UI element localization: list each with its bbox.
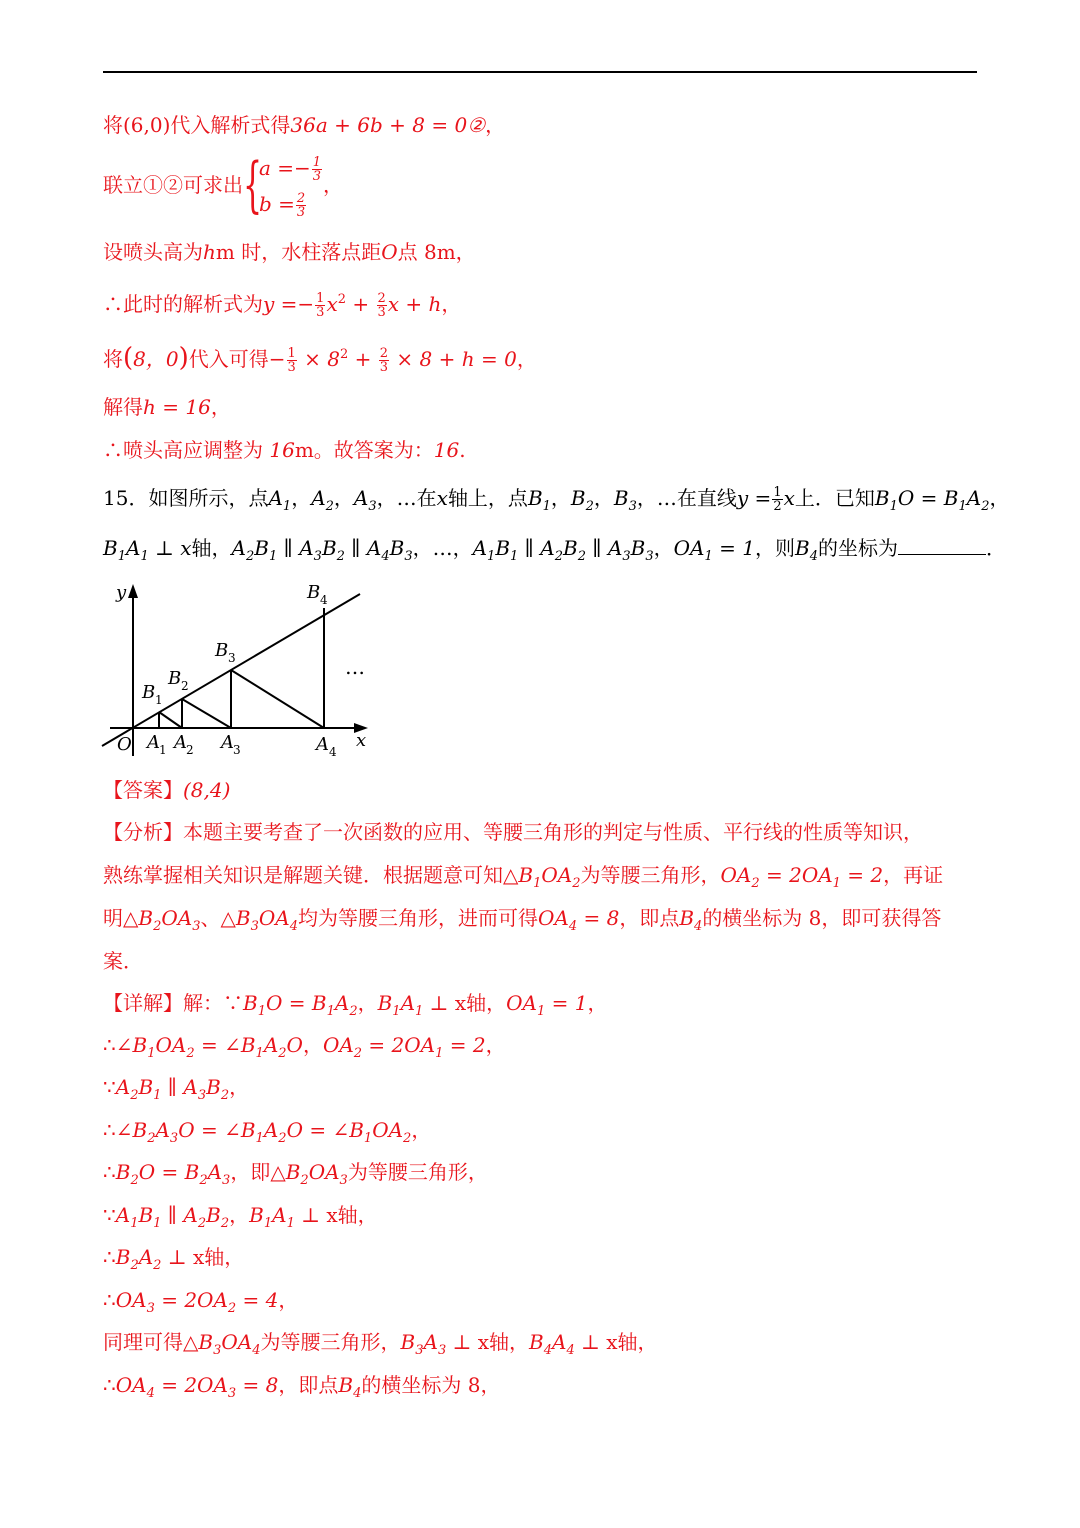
label-x: x (356, 730, 367, 751)
analysis-line-1: 【分析】本题主要考查了一次函数的应用、等腰三角形的判定与性质、平行线的性质等知识， (103, 820, 923, 844)
detail-line-2: $\therefore\angle B_1OA_2$ = $\angle B_1A_2O$，$OA_2 = 2OA_1 = 2$， (103, 1033, 506, 1061)
svg-text:2: 2 (186, 743, 194, 757)
ellipsis-icon: … (345, 655, 365, 679)
sol14-line-4: ∴此时的解析式为y =− $\frac{1}{3}$ $x^2$ + $\frac{2}{3}$ x + h， (103, 291, 462, 320)
sol14-line-3: 设喷头高为hm 时，水柱落点距O点 8m， (103, 240, 476, 264)
sol14-line-6: 解得h = 16， (103, 395, 231, 419)
geometry-figure (100, 578, 380, 760)
detail-line-6: $\because A_1B_1$ ∥ $A_2B_2$，$B_1A_1$ ⊥ x轴， (103, 1203, 378, 1231)
segment-B2A3 (182, 699, 231, 728)
answer-blank (898, 534, 986, 555)
svg-text:1: 1 (159, 743, 167, 757)
detail-line-8: $\therefore OA_3 = 2OA_2 = 4$， (103, 1288, 299, 1316)
label-B2: B (168, 668, 182, 689)
label-y: y (116, 582, 127, 603)
label-O: O (117, 734, 132, 755)
answer-tag: 【答案】 (103, 778, 183, 802)
detail-line-5: $\therefore B_2O = B_2A_3$，即$\triangle B_2OA_3$为等腰三角形， (103, 1160, 488, 1188)
q15-line-1: 15．如图所示，点$A_1$，$A_2$，$A_3$，…在x轴上，点$B_1$，$B_2$，$B_3$，…在直线y = $\frac{1}{2}$ x上．已知$B_1O = B_1A_2$， (103, 485, 1010, 514)
equation-system: { a =− $\frac{1}{3}$ b = $\frac{2}{3}$ (243, 150, 322, 220)
segment-B1A2 (159, 712, 182, 728)
analysis-line-2: 熟练掌握相关知识是解题关键．根据题意可知$\triangle B_1OA_2$为等腰三角形，$OA_2 = 2OA_1 = 2$，再证 (103, 863, 944, 891)
sol14-line-5: 将(8，0)代入可得− $\frac{1}{3}$ × $8^2$ + $\frac{2}{3}$ × 8 + h = 0， (103, 343, 537, 375)
segment-B3A4 (231, 670, 324, 728)
svg-text:1: 1 (155, 693, 163, 707)
header-rule (103, 71, 977, 73)
sol14-line-2: 联立①②可求出 { a =− $\frac{1}{3}$ b = $\frac{2}{3}$ ， (103, 150, 343, 220)
label-B4: B (307, 582, 321, 603)
left-brace-icon: { (243, 150, 263, 220)
answer-value: (8,4) (183, 778, 231, 802)
detail-line-9: 同理可得$\triangle B_3OA_4$为等腰三角形，$B_3A_3$ ⊥ x轴，$B_4A_4$ ⊥ x轴， (103, 1330, 658, 1358)
svg-text:4: 4 (320, 593, 328, 607)
detail-line-1: 【详解】解：$\because B_1O = B_1A_2$，$B_1A_1$ ⊥ x轴，$OA_1 = 1$， (103, 991, 608, 1019)
detail-line-10: $\therefore OA_4 = 2OA_3 = 8$，即点$B_4$的横坐标为 8， (103, 1373, 501, 1401)
sol14-line-7: ∴喷头高应调整为 16m。故答案为：16. (103, 438, 466, 462)
analysis-line-3: 明$\triangle B_2OA_3$、$\triangle B_3OA_4$均为等腰三角形，进而可得$OA_4 = 8$，即点$B_4$的横坐标为 8，即可获得答 (103, 906, 942, 934)
detail-line-7: $\therefore B_2A_2$ ⊥ x轴， (103, 1245, 245, 1273)
sol14-line-1: 将(6,0)代入解析式得36a + 6b + 8 = 0②， (103, 113, 506, 137)
answer-line (103, 776, 230, 804)
label-A2: A (174, 732, 187, 753)
svg-text:3: 3 (228, 651, 236, 665)
label-B1: B (142, 682, 156, 703)
detail-line-3: $\because A_2B_1$ ∥ $A_3B_2$， (103, 1075, 250, 1103)
label-B3: B (215, 640, 229, 661)
label-A1: A (147, 732, 160, 753)
detail-line-4: $\therefore\angle B_2A_3O$ = $\angle B_1A_2O$ = $\angle B_1OA_2$， (103, 1118, 432, 1146)
svg-text:4: 4 (329, 745, 337, 759)
svg-text:2: 2 (181, 679, 189, 693)
y-arrow-icon (128, 584, 138, 598)
analysis-line-4: 案． (103, 949, 143, 973)
label-A4: A (316, 734, 329, 755)
svg-text:3: 3 (233, 743, 241, 757)
label-A3: A (221, 732, 234, 753)
q15-line-2: $B_1A_1$ ⊥ x轴，$A_2B_1$ ∥ $A_3B_2$ ∥ $A_4B_3$，…，$A_1B_1$ ∥ $A_2B_2$ ∥ $A_3B_3$，$OA_1 = 1$，则$B_4$的坐标为 ． (103, 536, 1006, 564)
